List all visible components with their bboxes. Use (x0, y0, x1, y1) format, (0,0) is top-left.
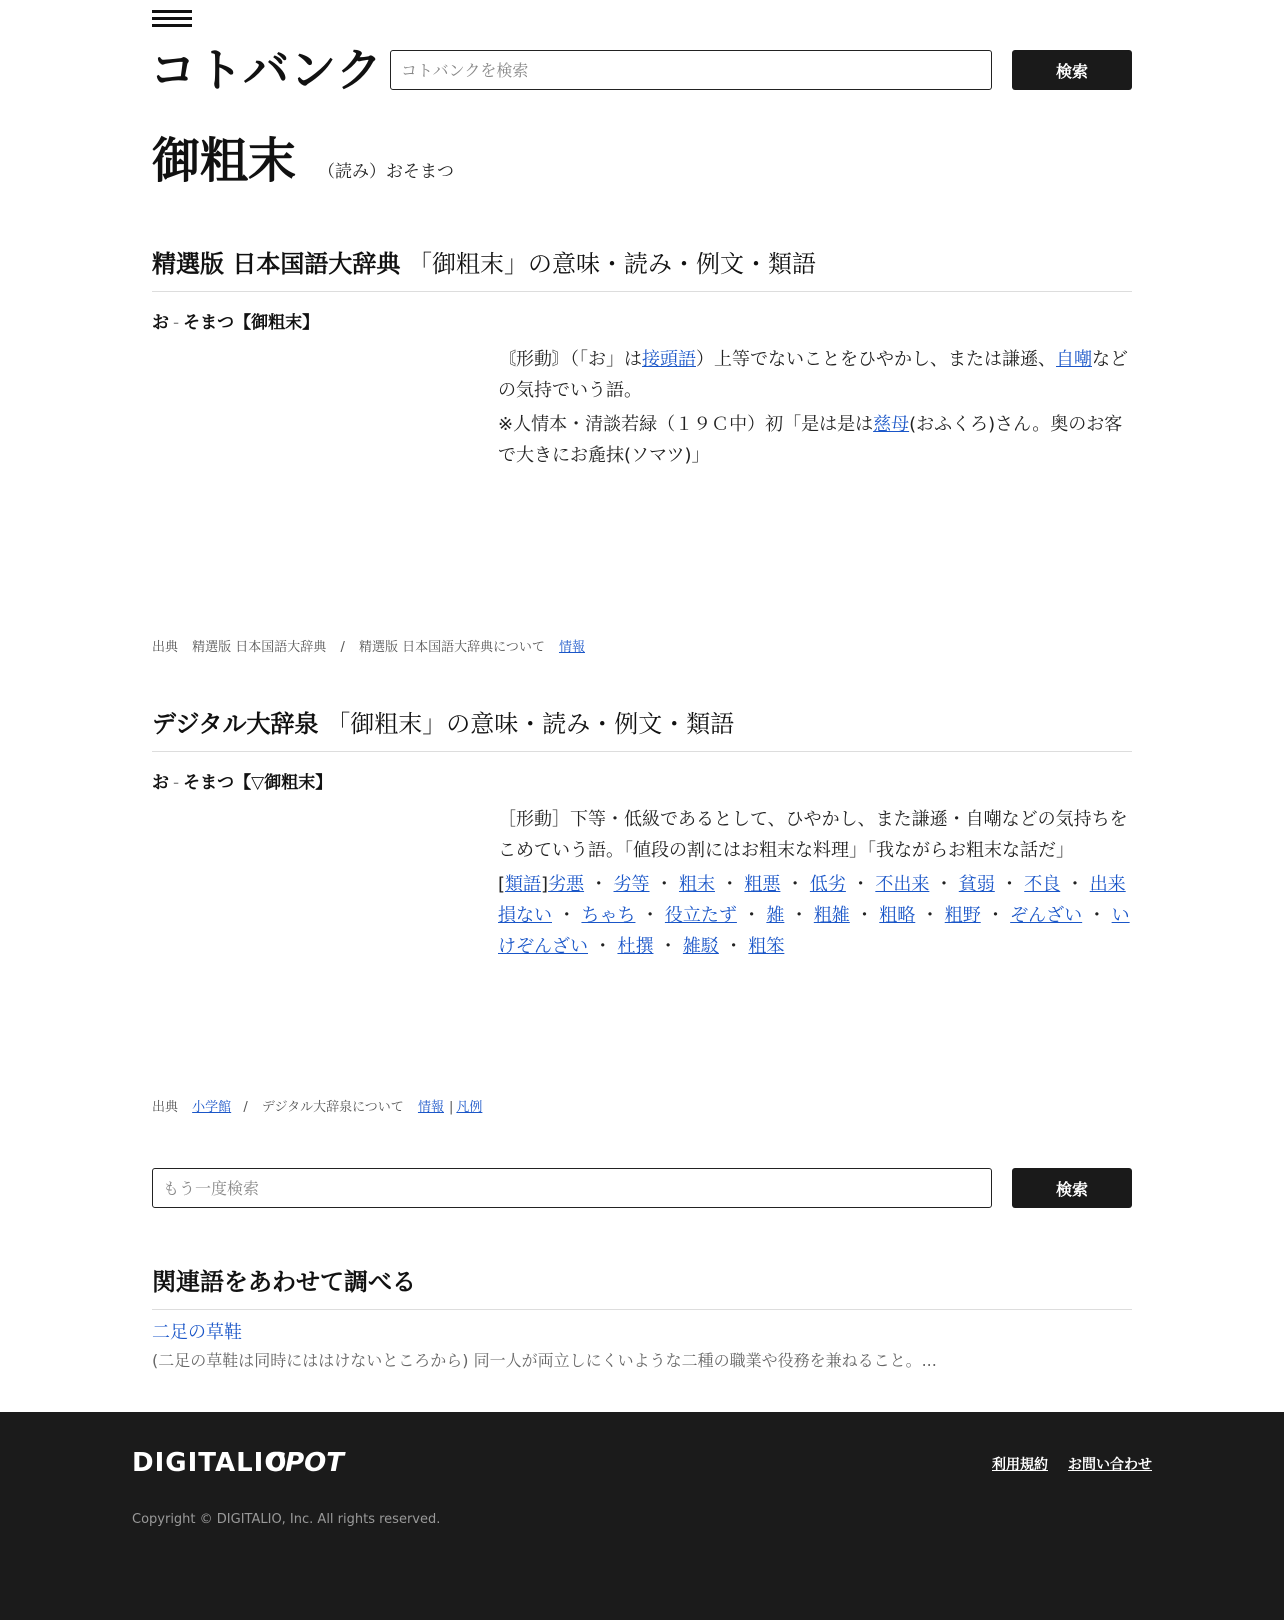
pipe: | (448, 1100, 454, 1115)
synonym-separator: ・ (649, 874, 679, 895)
source-label: 出典 (152, 1100, 179, 1115)
synonym-separator: ・ (845, 874, 876, 895)
synonym-link[interactable]: 粗悪 (744, 874, 781, 895)
search-again-button[interactable]: 検索 (1012, 1168, 1132, 1208)
synonym-link[interactable]: 粗雑 (813, 905, 850, 926)
synonym-link[interactable]: ぞんざい (1010, 905, 1083, 926)
entry-body (498, 804, 1134, 965)
synonym-separator: ・ (653, 936, 683, 957)
entry-word: そまつ【▽御粗末】 (183, 773, 333, 793)
synonym-separator: ・ (635, 905, 665, 926)
synonym-link[interactable]: 粗末 (678, 874, 715, 895)
synonym-separator: ・ (849, 905, 880, 926)
search-input[interactable] (390, 50, 992, 90)
synonym-separator: ・ (584, 874, 614, 895)
text: などの気持でいう語。 (498, 349, 1128, 401)
word-reading: （読み）おそまつ (318, 162, 455, 182)
info-link[interactable]: 情報 (417, 1100, 444, 1115)
entry-headword (152, 768, 332, 793)
link-jichou[interactable]: 自嘲 (1056, 349, 1092, 370)
synonym-list (498, 874, 1130, 957)
synonym-separator: ・ (784, 905, 814, 926)
info-link[interactable]: 情報 (558, 640, 585, 655)
menu-icon[interactable] (152, 10, 192, 30)
synonym-link[interactable]: 杜撰 (617, 936, 654, 957)
entry-word: そまつ【御粗末】 (183, 313, 320, 333)
synonym-link[interactable]: 出来損ない (498, 874, 1126, 926)
page-title: 御粗末 (152, 133, 297, 189)
synonym-separator: ・ (1082, 905, 1112, 926)
terms-link[interactable]: 利用規約 (992, 1457, 1048, 1473)
synonym-link[interactable]: 不出来 (875, 874, 930, 895)
synonym-separator: ・ (994, 874, 1025, 895)
synonym-link[interactable]: 劣悪 (548, 874, 585, 895)
synonym-link[interactable]: ちゃち (581, 905, 636, 926)
entry-body (498, 344, 1134, 474)
source-line (152, 1096, 482, 1115)
source-link[interactable]: 小学館 (192, 1100, 232, 1115)
synonym-link[interactable]: 雑駁 (682, 936, 719, 957)
entry-prefix: お (152, 773, 169, 793)
heading-suffix: 「御粗末」の意味・読み・例文・類語 (408, 250, 816, 278)
cpot-logo[interactable]: CPOT (266, 1448, 344, 1478)
dict-name: デジタル大辞泉 (152, 710, 319, 738)
example (498, 409, 1134, 471)
legend-link[interactable]: 凡例 (456, 1100, 483, 1115)
synonym-link[interactable]: 不良 (1024, 874, 1061, 895)
related-title: 関連語をあわせて調べる (152, 1262, 1132, 1310)
synonym-link[interactable]: 粗野 (944, 905, 981, 926)
synonym-separator: ・ (714, 874, 745, 895)
separator: / (340, 640, 345, 655)
footer-links (992, 1454, 1152, 1474)
copyright: Copyright © DIGITALIO, Inc. All rights reserved. (132, 1512, 441, 1527)
synonym-link[interactable]: 役立たず (664, 905, 737, 926)
definition (498, 344, 1134, 406)
entry-sep: - (173, 773, 180, 793)
link-settougo[interactable]: 接頭語 (642, 349, 696, 370)
definition: ［形動］下等・低級であるとして、ひやかし、また謙遜・自嘲などの気持ちをこめていう語。「値段の割にはお粗末な料理」「我ながらお粗末な話だ」 (498, 809, 1128, 861)
search-again-input[interactable] (152, 1168, 992, 1208)
source-name: 精選版 日本国語大辞典 (192, 640, 327, 655)
separator: / (243, 1100, 248, 1115)
synonym-link[interactable]: いけぞんざい (498, 905, 1130, 957)
related-link[interactable]: 二足の草鞋 (152, 1322, 242, 1343)
search-button[interactable]: 検索 (1012, 50, 1132, 90)
synonym-separator: ・ (1060, 874, 1090, 895)
word-header (152, 122, 454, 191)
digitalio-logo[interactable]: DIGITALIO (132, 1448, 288, 1478)
search-bar-bottom (152, 1168, 1132, 1208)
source-about: 精選版 日本国語大辞典について (358, 640, 545, 655)
synonym-separator: ・ (588, 936, 618, 957)
synonym-link[interactable]: 貧弱 (958, 874, 995, 895)
synonym-link[interactable]: 雑 (766, 905, 785, 926)
footer (0, 1412, 1284, 1620)
entry-prefix: お (152, 313, 169, 333)
source-line (152, 636, 585, 655)
text: ）上等でないことをひやかし、または謙遜、 (696, 349, 1056, 370)
synonym-separator: ・ (736, 905, 767, 926)
synonym-link[interactable]: 粗略 (879, 905, 916, 926)
text: 〘形動〙（「お」は (498, 349, 642, 370)
synonym-link[interactable]: 低劣 (809, 874, 846, 895)
text: (おふくろ)さん。奥のお客で大きにお麁抹(ソマツ)」 (498, 414, 1123, 466)
section-heading-seisenban (152, 244, 1132, 292)
source-about: デジタル大辞泉について (261, 1100, 404, 1115)
entry-sep: - (173, 313, 180, 333)
heading-suffix: 「御粗末」の意味・読み・例文・類語 (326, 710, 735, 738)
synonym-separator: ・ (915, 905, 945, 926)
contact-link[interactable]: お問い合わせ (1068, 1457, 1152, 1473)
synonym-separator: ・ (780, 874, 810, 895)
synonym-link[interactable]: 粗笨 (748, 936, 785, 957)
site-logo[interactable]: コトバンク (150, 43, 384, 97)
synonym-link[interactable]: 劣等 (613, 874, 650, 895)
dict-name: 精選版 日本国語大辞典 (152, 250, 401, 278)
synonym-separator: ・ (552, 905, 582, 926)
related-description: (二足の草鞋は同時にははけないところから) 同一人が両立しにくいような二種の職業や役務を兼ねること。... (152, 1351, 937, 1370)
search-bar (390, 50, 1132, 90)
synonym-separator: ・ (980, 905, 1011, 926)
entry-headword (152, 308, 319, 333)
synonym-separator: ・ (929, 874, 959, 895)
link-jibo[interactable]: 慈母 (873, 414, 910, 435)
source-label: 出典 (152, 640, 179, 655)
synonym-separator: ・ (718, 936, 749, 957)
synonym-label-link[interactable]: 類語 (505, 874, 542, 895)
text: ※人情本・清談若緑（１９Ｃ中）初「是は是は (498, 414, 874, 435)
synonyms: [類語]劣悪 ・ 劣等 ・ 粗末 ・ 粗悪 ・ 低劣 ・ 不出来 ・ 貧弱 ・ 不良 ・ 出来損ない ・ ちゃち ・ 役立たず ・ 雑 ・ 粗雑 ・ 粗略 ・ 粗野 ・ ぞんざい ・ いけぞんざい ・ 杜撰 ・ 雑駁 ・ 粗笨 (498, 874, 1130, 957)
section-heading-daijisen (152, 704, 1132, 752)
